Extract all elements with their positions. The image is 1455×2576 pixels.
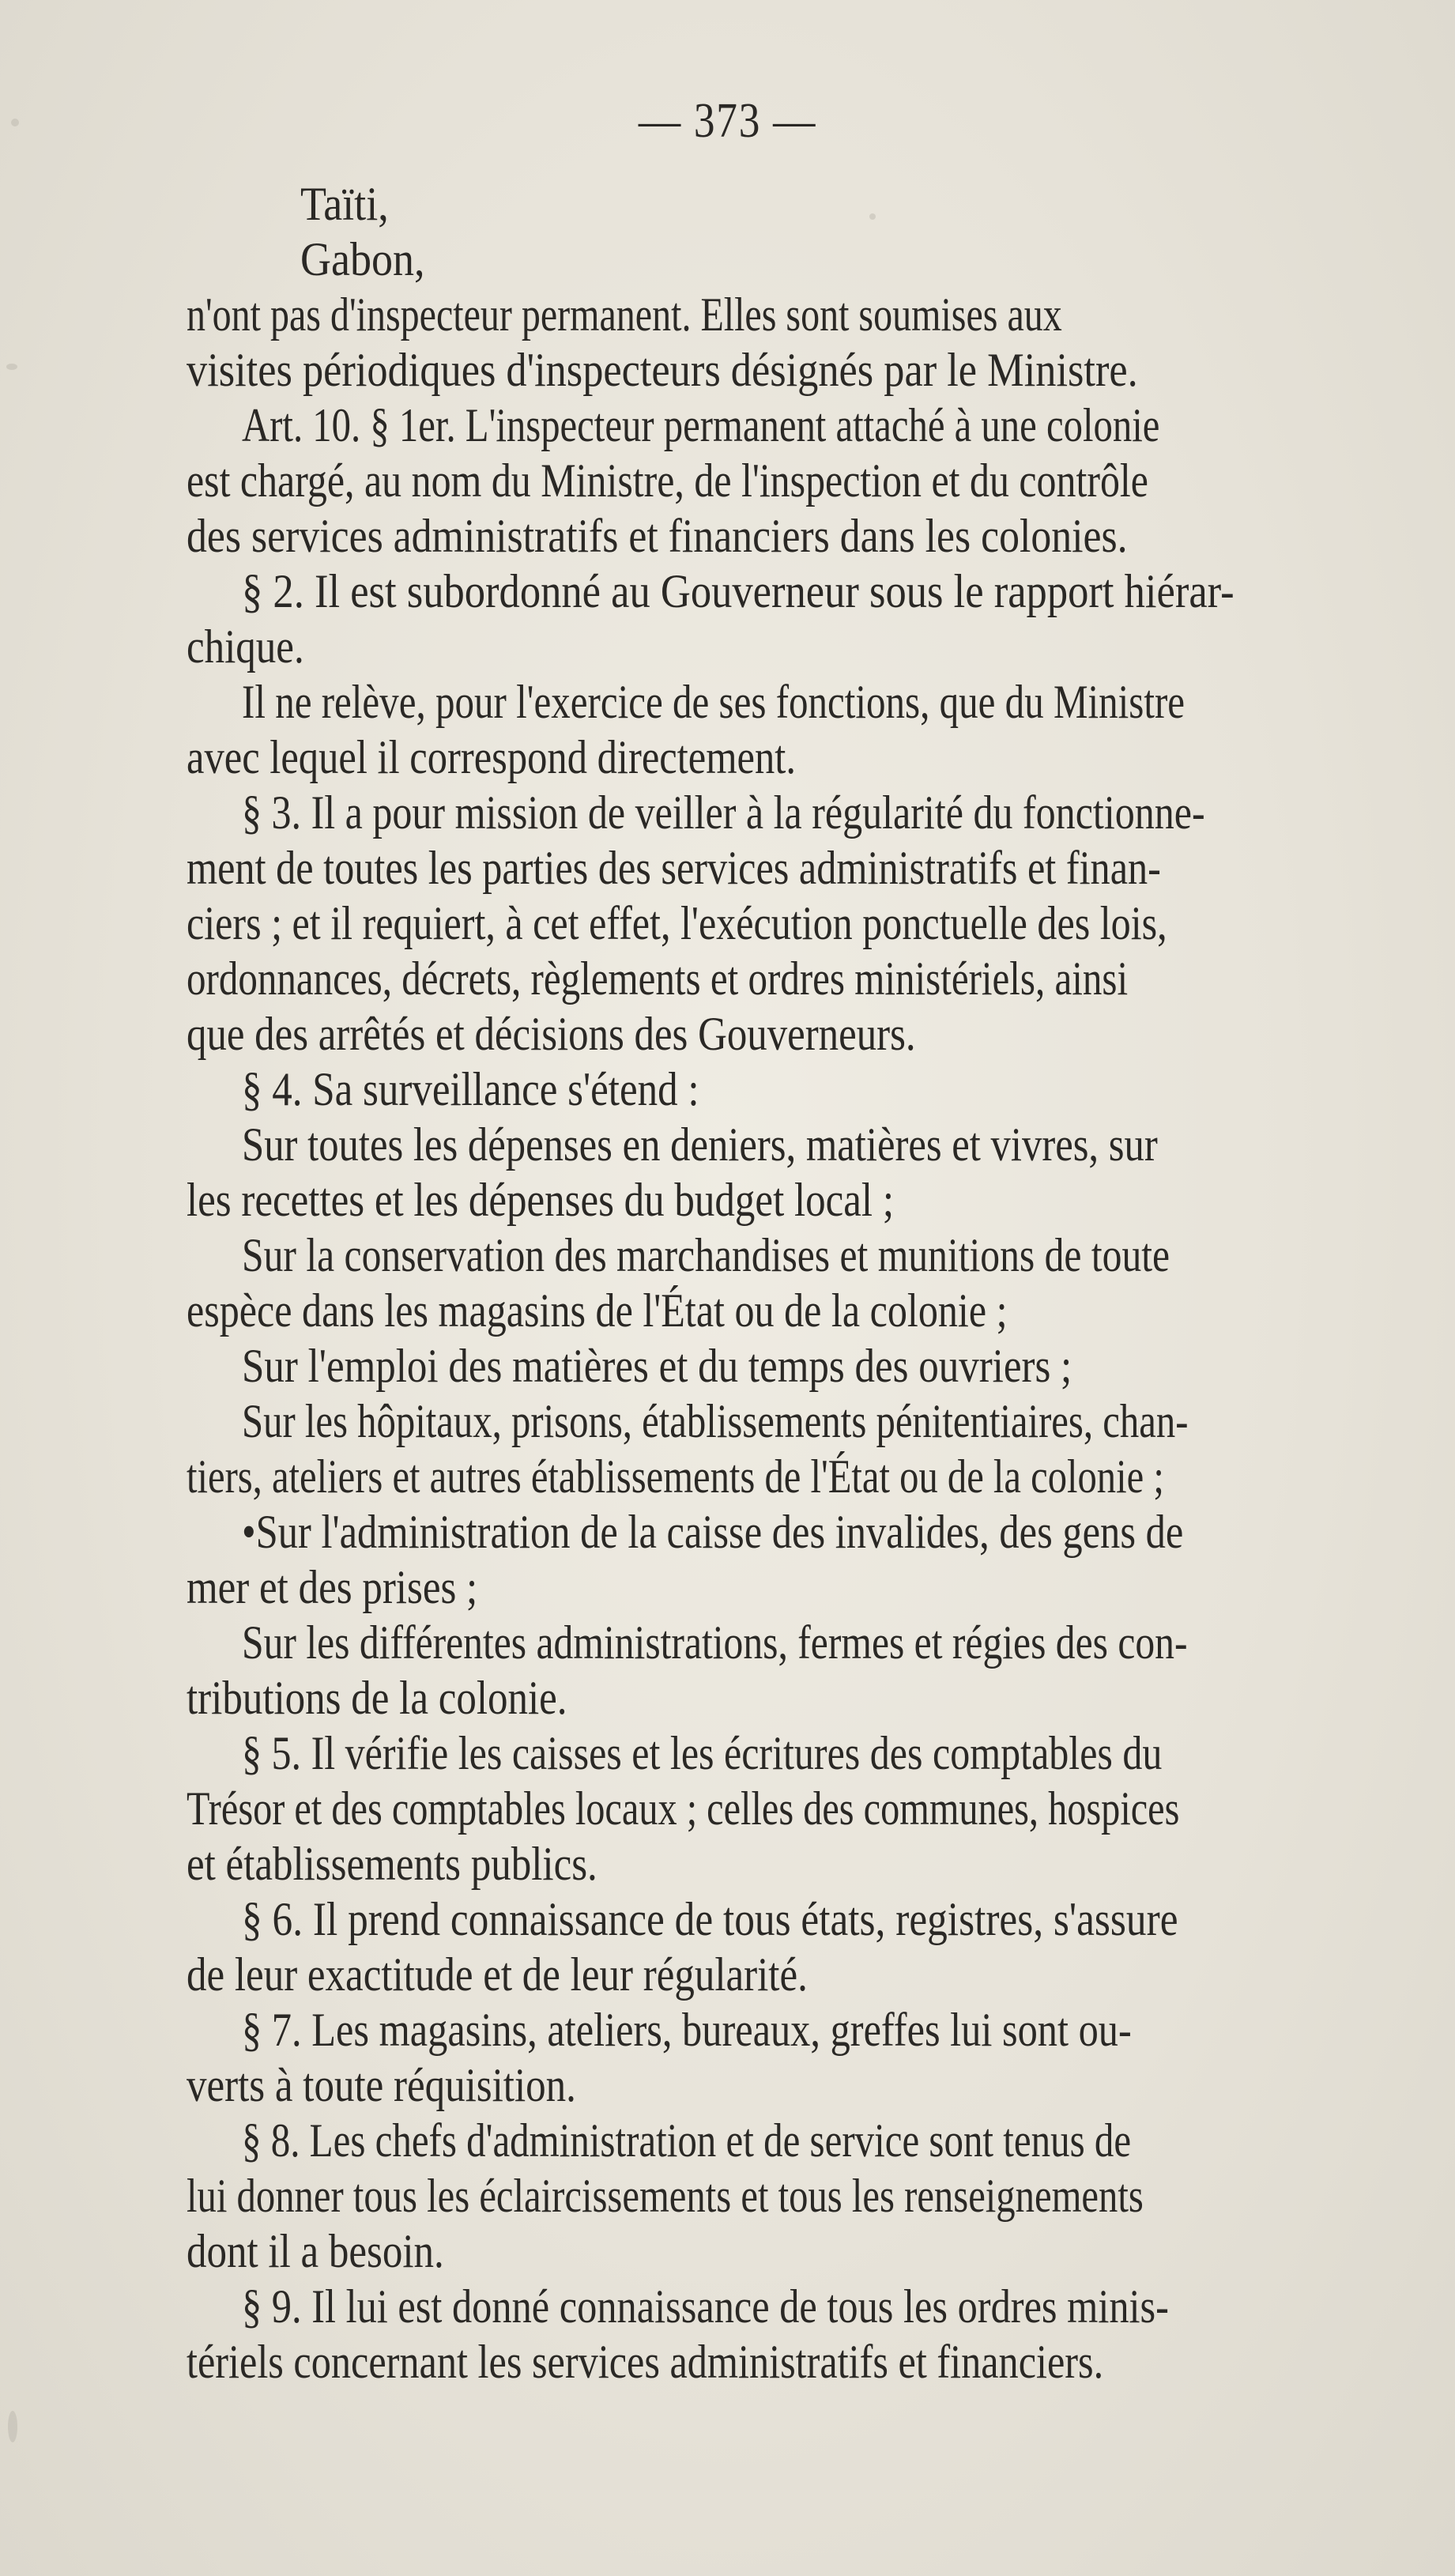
text-line: Gabon, bbox=[300, 233, 425, 285]
text-line: Taïti, bbox=[300, 178, 389, 230]
text-line: les recettes et les dépenses du budget local ; bbox=[187, 1174, 895, 1226]
text-line: et établissements publics. bbox=[187, 1838, 597, 1890]
text-line: verts à toute réquisition. bbox=[187, 2059, 576, 2111]
text-line: § 7. Les magasins, ateliers, bureaux, greffes lui sont ou- bbox=[242, 2004, 1132, 2056]
text-line: n'ont pas d'inspecteur permanent. Elles sont soumises aux bbox=[187, 289, 1062, 341]
text-line: ciers ; et il requiert, à cet effet, l'exécution ponctuelle des lois, bbox=[187, 897, 1167, 949]
text-line: Il ne relève, pour l'exercice de ses fonctions, que du Ministre bbox=[242, 676, 1185, 728]
text-line: des services administratifs et financiers dans les colonies. bbox=[187, 510, 1128, 562]
text-line: avec lequel il correspond directement. bbox=[187, 731, 797, 783]
text-line: § 9. Il lui est donné connaissance de tous les ordres minis- bbox=[242, 2280, 1169, 2333]
text-line: visites périodiques d'inspecteurs désignés par le Ministre. bbox=[187, 344, 1138, 396]
text-line: Sur les différentes administrations, fermes et régies des con- bbox=[242, 1616, 1188, 1669]
text-line: de leur exactitude et de leur régularité. bbox=[187, 1948, 808, 2001]
text-line: ment de toutes les parties des services administratifs et finan- bbox=[187, 842, 1161, 894]
text-line: ordonnances, décrets, règlements et ordres ministériels, ainsi bbox=[187, 952, 1129, 1005]
page-number: — 373 — bbox=[638, 94, 817, 148]
text-line: que des arrêtés et décisions des Gouverneurs. bbox=[187, 1008, 916, 1060]
text-line: § 3. Il a pour mission de veiller à la régularité du fonctionne- bbox=[242, 786, 1205, 839]
text-line: § 2. Il est subordonné au Gouverneur sous le rapport hiérar- bbox=[242, 565, 1234, 617]
text-line: espèce dans les magasins de l'État ou de la colonie ; bbox=[187, 1284, 1008, 1337]
text-line: § 8. Les chefs d'administration et de service sont tenus de bbox=[242, 2114, 1132, 2167]
text-line: tiers, ateliers et autres établissements de l'État ou de la colonie ; bbox=[187, 1450, 1164, 1503]
text-line: tributions de la colonie. bbox=[187, 1672, 567, 1724]
text-line: § 4. Sa surveillance s'étend : bbox=[242, 1063, 699, 1115]
text-line: •Sur l'administration de la caisse des invalides, des gens de bbox=[242, 1506, 1184, 1558]
text-line: § 5. Il vérifie les caisses et les écritures des comptables du bbox=[242, 1727, 1163, 1779]
text-line: chique. bbox=[187, 620, 304, 673]
paper-speck bbox=[8, 2411, 17, 2442]
text-line: Trésor et des comptables locaux ; celles des communes, hospices bbox=[187, 1782, 1180, 1835]
text-line: dont il a besoin. bbox=[187, 2225, 444, 2277]
text-line: Art. 10. § 1er. L'inspecteur permanent attaché à une colonie bbox=[242, 399, 1160, 451]
text-line: Sur la conservation des marchandises et munitions de toute bbox=[242, 1229, 1170, 1281]
text-line: Sur toutes les dépenses en deniers, matières et vivres, sur bbox=[242, 1118, 1158, 1171]
text-line: Sur les hôpitaux, prisons, établissements pénitentiaires, chan- bbox=[242, 1395, 1189, 1447]
text-line: est chargé, au nom du Ministre, de l'inspection et du contrôle bbox=[187, 454, 1148, 507]
text-line: Sur l'emploi des matières et du temps des ouvriers ; bbox=[242, 1340, 1072, 1392]
paper-speck bbox=[11, 119, 19, 126]
text-line: § 6. Il prend connaissance de tous états, registres, s'assure bbox=[242, 1893, 1178, 1945]
text-line: lui donner tous les éclaircissements et tous les renseignements bbox=[187, 2170, 1144, 2222]
paper-speck bbox=[869, 213, 876, 220]
text-line: tériels concernant les services administratifs et financiers. bbox=[187, 2336, 1104, 2388]
paper-speck bbox=[6, 364, 17, 370]
text-line: mer et des prises ; bbox=[187, 1561, 478, 1613]
